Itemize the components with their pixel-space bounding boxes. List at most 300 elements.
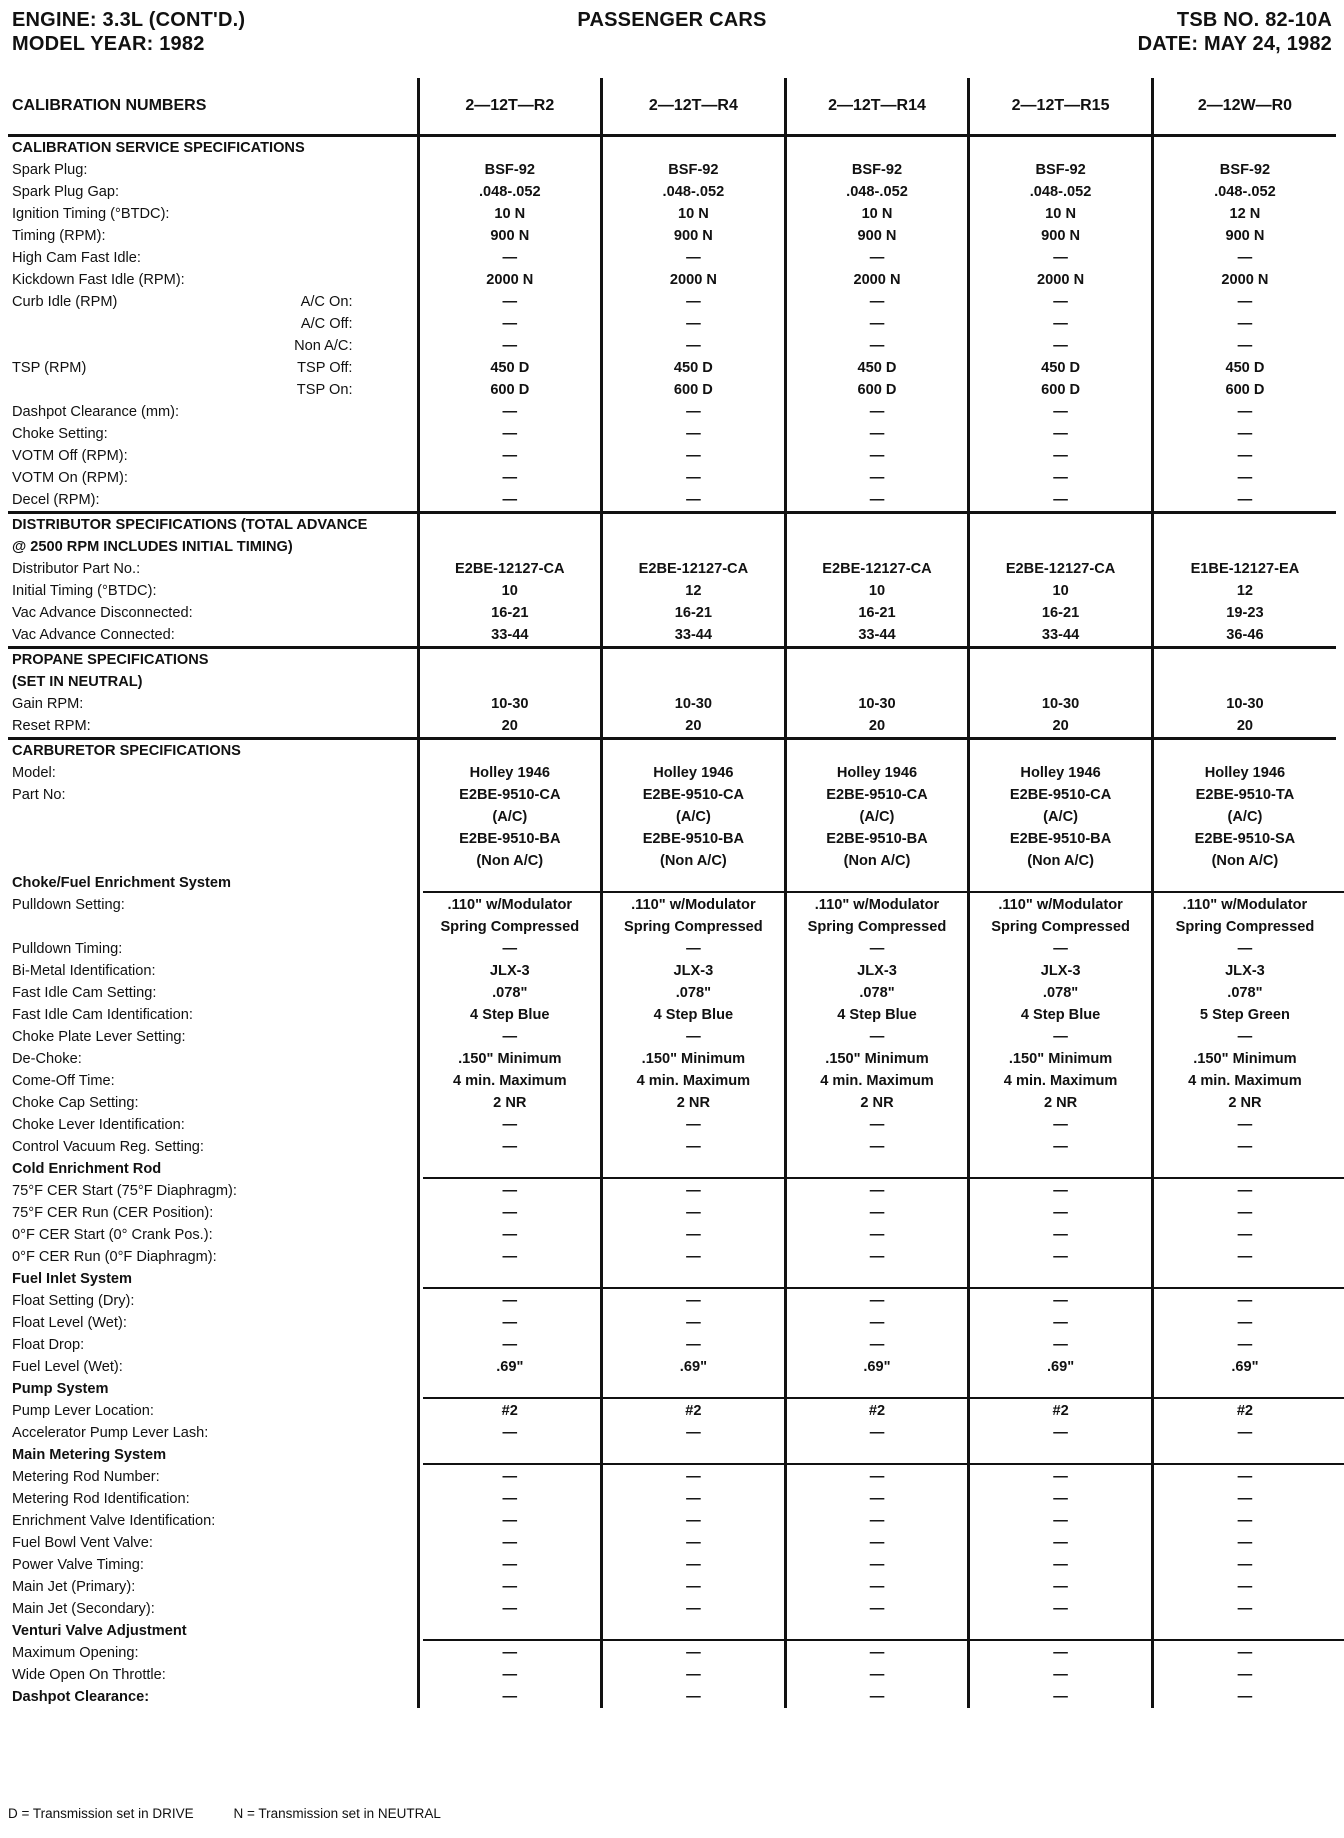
cell-value: — xyxy=(502,1315,518,1331)
cell-value: — xyxy=(1237,316,1253,332)
cell-value: .150" Minimum xyxy=(825,1051,929,1067)
column-header: 2—12T—R15 xyxy=(969,78,1153,136)
row-label-text: Metering Rod Number: xyxy=(12,1469,160,1485)
section-title: PROPANE SPECIFICATIONS xyxy=(12,652,209,668)
pulldown-setting-line1: .110" w/Modulator xyxy=(814,897,940,913)
spacer xyxy=(1154,740,1336,762)
spacer xyxy=(603,137,784,159)
cell-value: — xyxy=(869,1689,885,1705)
cell-value: .69" xyxy=(679,1359,707,1375)
cell-value: — xyxy=(502,1249,518,1265)
service-section-col xyxy=(602,136,786,513)
cell-value: — xyxy=(502,426,518,442)
row-label xyxy=(12,1026,417,1048)
cell-value: — xyxy=(869,250,885,266)
carb-ac-note: (A/C) xyxy=(859,809,895,825)
row-label-text: Main Jet (Secondary): xyxy=(12,1601,155,1617)
spacer xyxy=(12,806,417,828)
cell-value: 4 Step Blue xyxy=(1020,1007,1101,1023)
carb-part-ac: E2BE-9510-CA xyxy=(459,787,561,803)
tsb-number: TSB NO. 82-10A xyxy=(1176,9,1332,31)
row-label-text: Choke Plate Lever Setting: xyxy=(12,1029,186,1045)
section-title: DISTRIBUTOR SPECIFICATIONS (TOTAL ADVANCE xyxy=(12,517,368,533)
cell-value: — xyxy=(502,1227,518,1243)
cell-value: — xyxy=(1053,1183,1068,1199)
row-label-text: Ignition Timing (°BTDC): xyxy=(12,206,170,222)
cell-value: — xyxy=(1053,1491,1068,1507)
cell-value: #2 xyxy=(1052,1403,1069,1419)
cell-value: .078" xyxy=(859,985,895,1001)
row-label xyxy=(12,982,417,1004)
row-label xyxy=(12,181,417,203)
cell-value: — xyxy=(686,1139,701,1155)
cell-value: 450 D xyxy=(1225,360,1265,376)
column-header: 2—12T—R4 xyxy=(602,78,786,136)
cell-value: — xyxy=(869,1315,885,1331)
row-label xyxy=(12,1224,417,1246)
cell-value: — xyxy=(1053,1645,1068,1661)
cell-value: 12 xyxy=(1236,583,1254,599)
cell-value: 10-30 xyxy=(491,696,529,712)
cell-value: — xyxy=(686,1337,701,1353)
cell-value: 16-21 xyxy=(674,605,713,621)
cell-value: #2 xyxy=(868,1403,886,1419)
row-label-text: Control Vacuum Reg. Setting: xyxy=(12,1139,204,1155)
row-sub-label: A/C On: xyxy=(300,294,353,310)
row-label-text: 75°F CER Run (CER Position): xyxy=(12,1205,214,1221)
cell-value: — xyxy=(1053,1579,1068,1595)
propane-section-col xyxy=(602,648,786,739)
cell-value: — xyxy=(502,1491,518,1507)
cell-value: — xyxy=(1053,338,1068,354)
cell-value: — xyxy=(869,1601,885,1617)
header-tsb-block xyxy=(1138,8,1332,56)
cell-value: 10-30 xyxy=(1226,696,1264,712)
spacer xyxy=(420,740,601,762)
cell-value: — xyxy=(1053,426,1068,442)
cell-value: — xyxy=(1053,316,1068,332)
carburetor-section xyxy=(8,739,1336,1709)
cell-value: — xyxy=(686,426,701,442)
cell-value: 4 min. Maximum xyxy=(1188,1073,1302,1089)
cell-value: 19-23 xyxy=(1226,605,1264,621)
cell-value: 33-44 xyxy=(1041,627,1080,643)
cell-value: — xyxy=(1237,1645,1253,1661)
cell-value: — xyxy=(686,1513,701,1529)
cell-value: — xyxy=(686,404,701,420)
distributor-section-col xyxy=(785,513,969,648)
cell-value: — xyxy=(869,316,885,332)
cell-value: — xyxy=(869,294,885,310)
carb-model: Holley 1946 xyxy=(653,765,734,781)
cell-value: — xyxy=(1237,1425,1253,1441)
row-label-text: Spark Plug: xyxy=(12,162,88,178)
cell-value: — xyxy=(1053,1117,1068,1133)
row-label-text: Fuel Level (Wet): xyxy=(12,1359,123,1375)
cell-value: — xyxy=(869,1029,885,1045)
row-label xyxy=(12,1114,417,1136)
cell-value: BSF-92 xyxy=(668,162,719,178)
cell-value: — xyxy=(1237,470,1253,486)
row-label-text: Pulldown Setting: xyxy=(12,897,125,913)
cell-value: — xyxy=(1053,470,1068,486)
row-label-text: High Cam Fast Idle: xyxy=(12,250,141,266)
distributor-section-col xyxy=(602,513,786,648)
row-sub-label: TSP On: xyxy=(296,382,353,398)
row-label xyxy=(12,894,417,916)
propane-section-labels xyxy=(8,648,418,739)
cell-value: — xyxy=(1237,1117,1253,1133)
section-title: CALIBRATION SERVICE SPECIFICATIONS xyxy=(12,140,305,156)
cell-value: .078" xyxy=(492,985,528,1001)
cell-value: — xyxy=(1053,1205,1068,1221)
cell-value: 900 N xyxy=(857,228,897,244)
cell-value: — xyxy=(869,448,885,464)
distributor-section-col xyxy=(969,513,1153,648)
row-label xyxy=(12,693,417,715)
cell-value: 20 xyxy=(1052,718,1069,734)
cell-value: — xyxy=(502,941,518,957)
cell-value: — xyxy=(686,941,701,957)
row-label xyxy=(12,1510,417,1532)
cell-value: — xyxy=(686,1315,701,1331)
cell-value: JLX-3 xyxy=(1225,963,1265,979)
cell-value: — xyxy=(686,1425,701,1441)
row-label xyxy=(12,784,417,806)
cell-value: 16-21 xyxy=(491,605,529,621)
row-label-text: Spark Plug Gap: xyxy=(12,184,120,200)
cell-value: — xyxy=(686,1667,701,1683)
cell-value: .078" xyxy=(1227,985,1263,1001)
subsection-main-metering: Main Metering System xyxy=(12,1444,417,1466)
cell-value: .048-.052 xyxy=(662,184,725,200)
row-label-text: Curb Idle (RPM) xyxy=(12,294,118,310)
row-label-text: Enrichment Valve Identification: xyxy=(12,1513,216,1529)
spacer xyxy=(420,671,601,693)
carburetor-section-col xyxy=(418,739,602,1709)
cell-value: 16-21 xyxy=(1041,605,1080,621)
cell-value: E2BE-12127-CA xyxy=(822,561,932,577)
cell-value: — xyxy=(1237,294,1253,310)
cell-value: 33-44 xyxy=(674,627,713,643)
cell-value: 10 N xyxy=(494,206,526,222)
spacer xyxy=(1154,514,1336,536)
spacer xyxy=(1154,137,1336,159)
cell-value: 16-21 xyxy=(858,605,896,621)
cell-value: 10-30 xyxy=(1041,696,1080,712)
cell-value: 4 min. Maximum xyxy=(820,1073,934,1089)
cell-value: — xyxy=(502,1183,518,1199)
cell-value: — xyxy=(869,404,885,420)
carb-model: Holley 1946 xyxy=(469,765,550,781)
spacer xyxy=(603,740,784,762)
row-label xyxy=(12,467,417,489)
cell-value: 600 D xyxy=(673,382,713,398)
row-label xyxy=(12,1400,417,1422)
footnote-neutral: N = Transmission set in NEUTRAL xyxy=(233,1806,441,1821)
column-header: 2—12T—R14 xyxy=(785,78,969,136)
row-label xyxy=(12,580,417,602)
spacer xyxy=(603,649,784,671)
cell-value: — xyxy=(686,1469,701,1485)
cell-value: 2 NR xyxy=(493,1095,527,1111)
row-label-text: TSP (RPM) xyxy=(12,360,87,376)
service-section xyxy=(8,136,1336,513)
cell-value: — xyxy=(502,1293,518,1309)
cell-value: 10 xyxy=(501,583,518,599)
row-label xyxy=(12,938,417,960)
carb-nonac-note: (Non A/C) xyxy=(1211,853,1279,869)
cell-value: .69" xyxy=(863,1359,891,1375)
spacer xyxy=(970,671,1151,693)
row-label-text: Gain RPM: xyxy=(12,696,84,712)
cell-value: — xyxy=(869,426,885,442)
cell-value: 20 xyxy=(868,718,886,734)
row-label-text: Reset RPM: xyxy=(12,718,91,734)
cell-value: JLX-3 xyxy=(857,963,897,979)
row-label-text: 75°F CER Start (75°F Diaphragm): xyxy=(12,1183,237,1199)
propane-section-col xyxy=(785,648,969,739)
cell-value: 900 N xyxy=(673,228,713,244)
row-label-text: VOTM On (RPM): xyxy=(12,470,128,486)
cell-value: — xyxy=(869,492,885,508)
row-label-text: Bi-Metal Identification: xyxy=(12,963,156,979)
cell-value: — xyxy=(502,1535,518,1551)
pulldown-setting-line2: Spring Compressed xyxy=(807,919,947,935)
cell-value: 2000 N xyxy=(486,272,534,288)
row-label-text: De-Choke: xyxy=(12,1051,82,1067)
cell-value: — xyxy=(1237,404,1253,420)
pulldown-setting-line1: .110" w/Modulator xyxy=(631,897,756,913)
row-label xyxy=(12,1334,417,1356)
cell-value: .69" xyxy=(496,1359,524,1375)
pulldown-setting-line1: .110" w/Modulator xyxy=(998,897,1123,913)
cell-value: — xyxy=(1053,1425,1068,1441)
cell-value: — xyxy=(869,1183,885,1199)
cell-value: — xyxy=(686,250,701,266)
row-label xyxy=(12,445,417,467)
cell-value: — xyxy=(869,1205,885,1221)
cell-value: 33-44 xyxy=(858,627,896,643)
carb-nonac-note: (Non A/C) xyxy=(660,853,727,869)
carb-nonac-note: (Non A/C) xyxy=(476,853,544,869)
row-label-text: Fast Idle Cam Identification: xyxy=(12,1007,193,1023)
row-label xyxy=(12,1136,417,1158)
cell-value: — xyxy=(1237,1029,1253,1045)
spacer xyxy=(420,137,601,159)
cell-value: — xyxy=(686,1029,701,1045)
cell-value: — xyxy=(1237,1579,1253,1595)
carb-ac-note: (A/C) xyxy=(1227,809,1263,825)
row-label xyxy=(12,1356,417,1378)
cell-value: — xyxy=(686,1645,701,1661)
cell-value: — xyxy=(1053,1513,1068,1529)
subsection-choke: Choke/Fuel Enrichment System xyxy=(12,872,417,894)
row-label xyxy=(12,1180,417,1202)
row-label-text: Choke Lever Identification: xyxy=(12,1117,185,1133)
spacer xyxy=(787,740,968,762)
pulldown-setting-line2: Spring Compressed xyxy=(440,919,580,935)
cell-value: — xyxy=(1053,1689,1068,1705)
cell-value: 4 Step Blue xyxy=(837,1007,917,1023)
row-label xyxy=(12,762,417,784)
carburetor-section-col xyxy=(969,739,1153,1709)
cell-value: — xyxy=(686,1579,701,1595)
cell-value: .048-.052 xyxy=(478,184,541,200)
cell-value: — xyxy=(502,1469,518,1485)
row-label xyxy=(12,1312,417,1334)
row-label xyxy=(12,225,417,247)
cell-value: — xyxy=(1053,1667,1068,1683)
row-label xyxy=(12,1070,417,1092)
cell-value: .69" xyxy=(1231,1359,1259,1375)
row-label-text: Model: xyxy=(12,765,56,781)
row-label-text: Vac Advance Connected: xyxy=(12,627,175,643)
row-label-text: Timing (RPM): xyxy=(12,228,106,244)
row-label-text: 0°F CER Start (0° Crank Pos.): xyxy=(12,1227,213,1243)
carburetor-section-col xyxy=(602,739,786,1709)
cell-value: — xyxy=(1237,1249,1253,1265)
category-title: PASSENGER CARS xyxy=(577,9,767,31)
pulldown-setting-line2: Spring Compressed xyxy=(1175,919,1315,935)
cell-value: — xyxy=(502,1557,518,1573)
cell-value: — xyxy=(1053,250,1068,266)
cell-value: — xyxy=(1053,941,1068,957)
row-label xyxy=(12,960,417,982)
row-label-text: Initial Timing (°BTDC): xyxy=(12,583,157,599)
cell-value: — xyxy=(502,1579,518,1595)
row-label-text: Distributor Part No.: xyxy=(12,561,141,577)
cell-value: — xyxy=(869,1579,885,1595)
cell-value: — xyxy=(1237,1535,1253,1551)
carb-part-nonac: E2BE-9510-BA xyxy=(1009,831,1112,847)
cell-value: — xyxy=(1053,1315,1068,1331)
cell-value: 10 N xyxy=(861,206,893,222)
cell-value: 4 min. Maximum xyxy=(453,1073,567,1089)
row-label-text: Float Drop: xyxy=(12,1337,85,1353)
row-label xyxy=(12,1642,417,1664)
row-label xyxy=(12,1532,417,1554)
carb-part-ac: E2BE-9510-CA xyxy=(1009,787,1112,803)
row-label xyxy=(12,1466,417,1488)
row-label-text: Wide Open On Throttle: xyxy=(12,1667,166,1683)
row-label-text: Come-Off Time: xyxy=(12,1073,115,1089)
row-label xyxy=(12,335,417,357)
cell-value: 4 Step Blue xyxy=(653,1007,734,1023)
spec-table xyxy=(8,78,1336,1708)
footnote xyxy=(8,1806,477,1821)
column-header: 2—12T—R2 xyxy=(418,78,602,136)
row-label xyxy=(12,602,417,624)
cell-value: — xyxy=(686,1491,701,1507)
cell-value: JLX-3 xyxy=(673,963,714,979)
spacer xyxy=(603,536,784,558)
section-title: CARBURETOR SPECIFICATIONS xyxy=(12,743,241,759)
column-header-row xyxy=(8,78,1336,136)
cell-value: — xyxy=(686,316,701,332)
cell-value: .048-.052 xyxy=(1029,184,1092,200)
cell-value: — xyxy=(686,1117,701,1133)
subsection-fuel-inlet: Fuel Inlet System xyxy=(12,1268,417,1290)
cell-value: .69" xyxy=(1046,1359,1075,1375)
cell-value: — xyxy=(686,1227,701,1243)
carb-ac-note: (A/C) xyxy=(1043,809,1078,825)
carb-part-ac: E2BE-9510-CA xyxy=(642,787,745,803)
cell-value: — xyxy=(502,404,518,420)
cell-value: 12 xyxy=(685,583,702,599)
carb-part-ac: E2BE-9510-TA xyxy=(1195,787,1295,803)
spacer xyxy=(603,514,784,536)
cell-value: — xyxy=(869,338,885,354)
row-label xyxy=(12,715,417,737)
cell-value: — xyxy=(502,316,518,332)
cell-value: JLX-3 xyxy=(1040,963,1081,979)
row-label-text: Fuel Bowl Vent Valve: xyxy=(12,1535,153,1551)
distributor-section xyxy=(8,513,1336,648)
carb-model: Holley 1946 xyxy=(1204,765,1286,781)
cell-value: 900 N xyxy=(1041,228,1081,244)
cell-value: 4 min. Maximum xyxy=(1003,1073,1118,1089)
cell-value: — xyxy=(1237,1513,1253,1529)
cell-value: — xyxy=(869,1557,885,1573)
cell-value: — xyxy=(686,1249,701,1265)
cell-value: — xyxy=(502,250,518,266)
row-label-text: VOTM Off (RPM): xyxy=(12,448,128,464)
carb-part-nonac: E2BE-9510-BA xyxy=(826,831,928,847)
cell-value: 2 NR xyxy=(1043,1095,1078,1111)
cell-value: — xyxy=(502,338,518,354)
cell-value: 2000 N xyxy=(853,272,901,288)
cell-value: — xyxy=(1237,1557,1253,1573)
cell-value: — xyxy=(686,1183,701,1199)
cell-value: — xyxy=(502,470,518,486)
cell-value: E2BE-12127-CA xyxy=(1005,561,1116,577)
cell-value: .078" xyxy=(1042,985,1079,1001)
row-label-text: Decel (RPM): xyxy=(12,492,100,508)
cell-value: — xyxy=(869,1139,885,1155)
cell-value: 600 D xyxy=(857,382,897,398)
row-label xyxy=(12,1576,417,1598)
dashpot-clearance-label: Dashpot Clearance: xyxy=(12,1689,150,1705)
row-label-text: Accelerator Pump Lever Lash: xyxy=(12,1425,209,1441)
carb-ac-note: (A/C) xyxy=(492,809,528,825)
carburetor-section-labels xyxy=(8,739,418,1709)
cell-value: 600 D xyxy=(490,382,530,398)
service-section-col xyxy=(969,136,1153,513)
cell-value: — xyxy=(1053,1249,1068,1265)
cell-value: 450 D xyxy=(1041,360,1081,376)
distributor-section-col xyxy=(1152,513,1336,648)
cell-value: 600 D xyxy=(1225,382,1265,398)
cell-value: BSF-92 xyxy=(1035,162,1086,178)
spacer xyxy=(1154,536,1336,558)
cell-value: 450 D xyxy=(857,360,897,376)
cell-value: 2 NR xyxy=(860,1095,894,1111)
cell-value: — xyxy=(869,1513,885,1529)
cell-value: BSF-92 xyxy=(851,162,903,178)
cell-value: 900 N xyxy=(1225,228,1265,244)
row-label-text: Main Jet (Primary): xyxy=(12,1579,136,1595)
cell-value: — xyxy=(869,1667,885,1683)
row-label-text: 0°F CER Run (0°F Diaphragm): xyxy=(12,1249,217,1265)
cell-value: 2000 N xyxy=(1037,272,1085,288)
spacer xyxy=(787,671,968,693)
cell-value: — xyxy=(1237,1227,1253,1243)
cell-value: — xyxy=(502,1601,518,1617)
row-label xyxy=(12,423,417,445)
cell-value: — xyxy=(502,448,518,464)
model-year-label: MODEL YEAR: 1982 xyxy=(12,33,205,55)
